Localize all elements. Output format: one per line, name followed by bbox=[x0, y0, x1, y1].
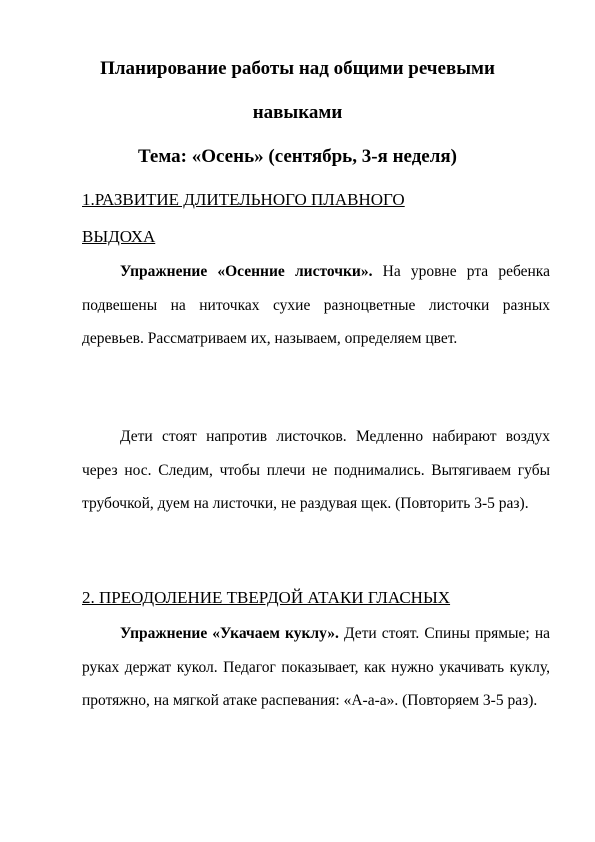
document-title-line1: Планирование работы над общими речевыми bbox=[100, 58, 495, 79]
section1-heading-line1: 1.РАЗВИТИЕ ДЛИТЕЛЬНОГО ПЛАВНОГО bbox=[82, 190, 405, 209]
section1-exercise-name: Упражнение «Осенние листочки». bbox=[120, 263, 373, 280]
section1-exercise-paragraph bbox=[82, 255, 550, 356]
section2-exercise-name: Упражнение «Укачаем куклу». bbox=[120, 625, 339, 642]
section1-exercise-text: На уровне рта ребенка подвешены на ниточках сухие разноцветные листочки разных деревьев. Рассматриваем их, называем, определяем цвет. bbox=[82, 263, 550, 348]
section1-paragraph2 bbox=[82, 420, 550, 521]
section1-heading-line2: ВЫДОХА bbox=[82, 227, 156, 246]
section2-exercise-text: Дети стоят. Спины прямые; на руках держат кукол. Педагог показывает, как нужно укачивать куклу, протяжно, на мягкой атаке распевания: «А-а-а». (Повторяем 3-5 раз). bbox=[82, 625, 550, 710]
section2-exercise-paragraph bbox=[82, 617, 550, 718]
document-title-line2: навыками bbox=[252, 102, 343, 123]
document-topic: Тема: «Осень» (сентябрь, 3-я неделя) bbox=[137, 146, 458, 167]
section2-heading: 2. ПРЕОДОЛЕНИЕ ТВЕРДОЙ АТАКИ ГЛАСНЫХ bbox=[82, 588, 451, 607]
section1-paragraph2-text: Дети стоят напротив листочков. Медленно набирают воздух через нос. Следим, чтобы плечи не поднимались. Вытягиваем губы трубочкой, дуем на листочки, не раздувая щек. (Повторить 3-5 раз). bbox=[82, 428, 550, 513]
